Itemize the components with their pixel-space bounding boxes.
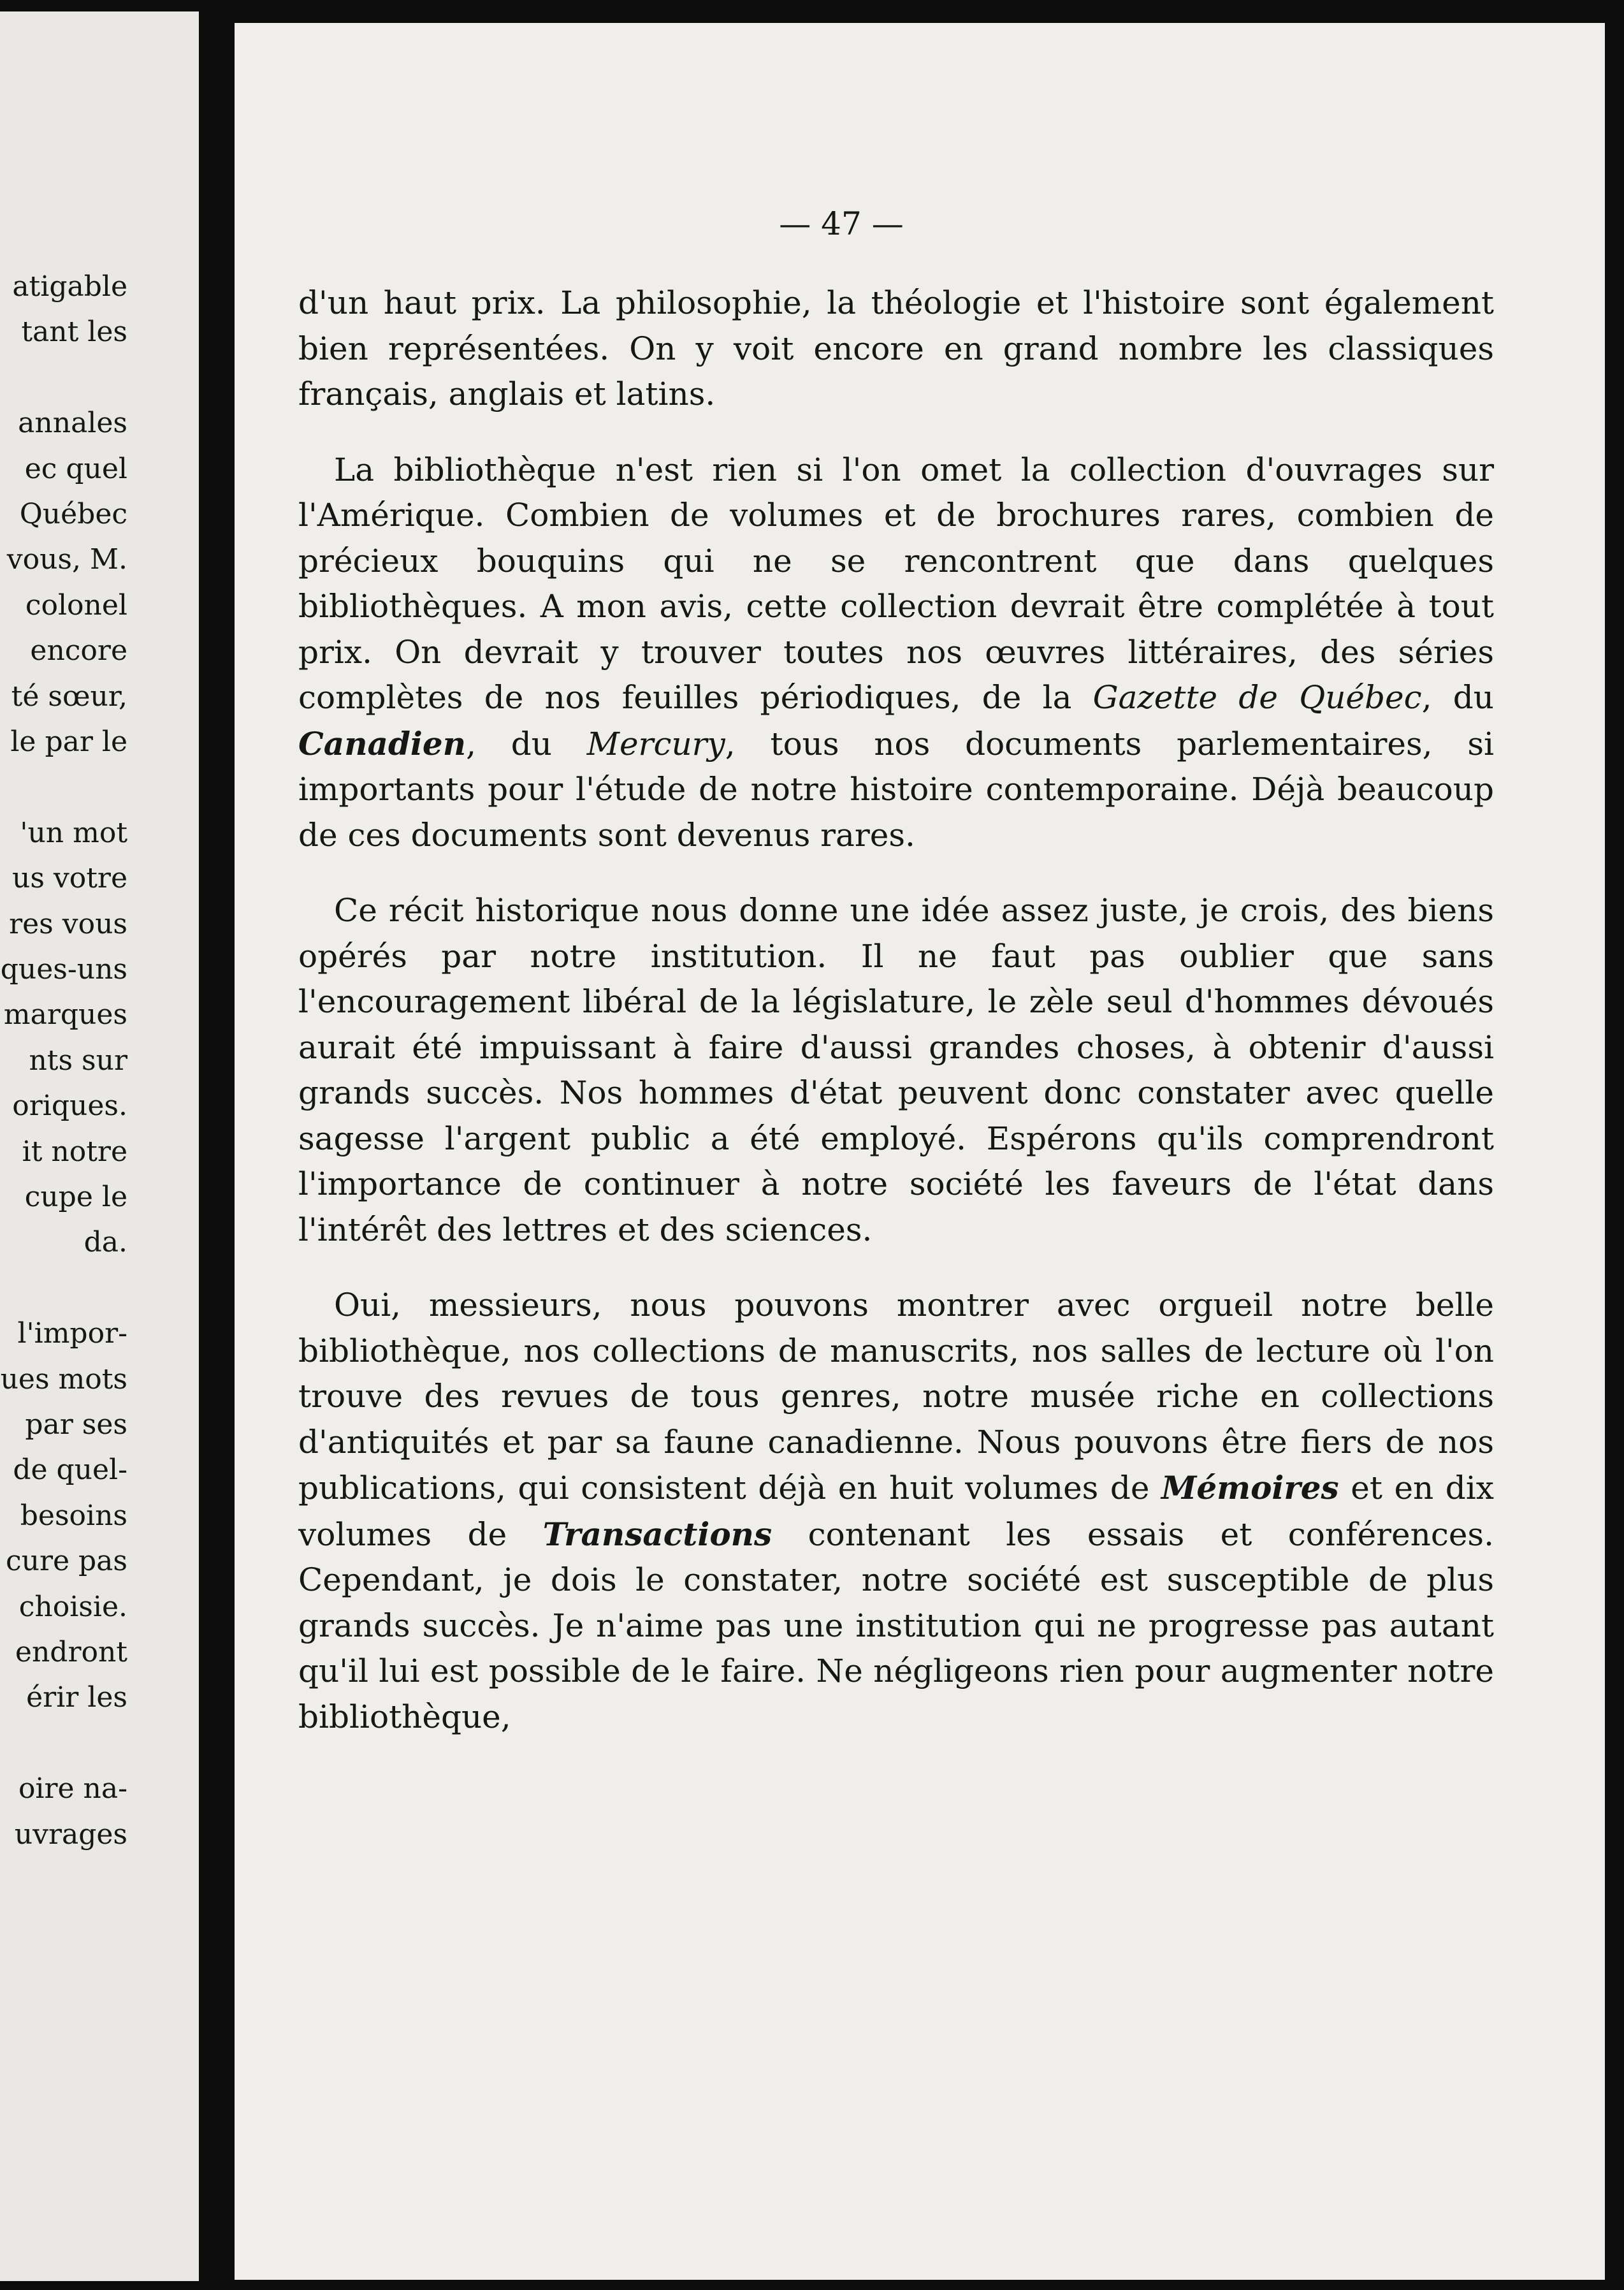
- paragraph: [298, 1283, 1494, 1740]
- paragraph-text: La bibliothèque n'est rien si l'on omet la collection d'ouvrages sur l'Amérique. Combien de volumes et de brochures rares, combien de précieux bouquins qui ne se rencontrent que dans quelques bibliothèques. A mon avis, cette collection devrait être complétée à tout prix. On devrait y trouver toutes nos œuvres littéraires, des séries complètes de nos feuilles périodiques, de la: [298, 451, 1494, 716]
- facing-page-fragment: 'un mot: [20, 816, 127, 849]
- facing-page-fragment: oire na-: [18, 1772, 127, 1805]
- facing-page-fragment: annales: [18, 407, 127, 440]
- facing-page-text-fragments: [0, 11, 199, 2281]
- page-number: — 47 —: [779, 205, 904, 242]
- book-page: [235, 23, 1605, 2280]
- facing-page-fragment: ques-uns: [0, 953, 127, 986]
- facing-page-fragment: cure pas: [5, 1545, 127, 1578]
- facing-page-fragment: par ses: [25, 1408, 127, 1441]
- facing-page-fragment: atigable: [12, 270, 127, 303]
- facing-page-fragment: tant les: [21, 316, 127, 349]
- paragraph-text: d'un haut prix. La philosophie, la théologie et l'histoire sont également bien représentées. On y voit encore en grand nombre les classiques français, anglais et latins.: [298, 284, 1494, 412]
- paragraph-text: , du: [466, 725, 587, 762]
- facing-page-fragment: besoins: [20, 1499, 127, 1532]
- facing-page-edge: [0, 11, 199, 2281]
- facing-page-fragment: de quel-: [13, 1454, 127, 1487]
- facing-page-fragment: vous, M.: [6, 543, 127, 576]
- paragraph: [298, 281, 1494, 418]
- facing-page-fragment: le par le: [10, 726, 127, 758]
- facing-page-fragment: nts sur: [29, 1044, 127, 1077]
- paragraph-text: Ce récit historique nous donne une idée assez juste, je crois, des biens opérés par notre institution. Il ne faut pas oublier que sans l'encouragement libéral de la législature, le zèle seul d'hommes dévoués aurait été impuissant à faire d'aussi grandes choses, à obtenir d'aussi grands succès. Nos hommes d'état peuvent donc constater avec quelle sagesse l'argent public a été employé. Espérons qu'ils comprendront l'importance de continuer à notre société les faveurs de l'état dans l'intérêt des lettres et des sciences.: [298, 892, 1494, 1248]
- facing-page-fragment: cupe le: [24, 1181, 127, 1213]
- paragraph-text: , du: [1421, 679, 1495, 716]
- facing-page-fragment: us votre: [11, 862, 127, 895]
- facing-page-fragment: té sœur,: [11, 680, 127, 713]
- facing-page-fragment: Québec: [19, 498, 127, 530]
- facing-page-fragment: da.: [83, 1226, 127, 1259]
- emphasized-text: Mémoires: [1161, 1469, 1339, 1506]
- facing-page-fragment: encore: [30, 634, 127, 667]
- facing-page-fragment: oriques.: [12, 1090, 127, 1123]
- emphasized-text: Canadien: [298, 724, 467, 762]
- facing-page-fragment: ues mots: [0, 1362, 127, 1396]
- facing-page-fragment: endront: [15, 1636, 127, 1668]
- paragraph-text: Oui, messieurs, nous pouvons montrer avec orgueil notre belle bibliothèque, nos collections de manuscrits, nos salles de lecture où l'on trouve des revues de tous genres, notre musée riche en collections d'antiquités et par sa faune canadienne. Nous pouvons être fiers de nos publications, qui consistent déjà en huit volumes de: [298, 1287, 1494, 1506]
- facing-page-fragment: res vous: [9, 907, 127, 940]
- facing-page-fragment: ec quel: [24, 452, 127, 485]
- emphasized-text: Mercury: [586, 725, 725, 762]
- body-text: [298, 281, 1494, 1740]
- paragraph-text: et en dix volumes de: [298, 1470, 1494, 1553]
- paragraph-text: , tous nos documents parlementaires, si importants pour l'étude de notre histoire contemporaine. Déjà beaucoup de ces documents sont devenus rares.: [298, 725, 1495, 854]
- facing-page-fragment: érir les: [26, 1681, 127, 1714]
- facing-page-fragment: marques: [3, 998, 127, 1032]
- facing-page-fragment: colonel: [25, 588, 127, 622]
- paragraph: [298, 888, 1494, 1253]
- facing-page-fragment: uvrages: [14, 1818, 127, 1851]
- paragraph-text: contenant les essais et conférences. Cependant, je dois le constater, notre société est susceptible de plus grands succès. Je n'aime pas une institution qui ne progresse pas autant qu'il lui est possible de le faire. Ne négligeons rien pour augmenter notre bibliothèque,: [298, 1515, 1494, 1735]
- emphasized-text: Transactions: [542, 1515, 772, 1553]
- emphasized-text: Gazette de Québec: [1092, 679, 1422, 716]
- facing-page-fragment: l'impor-: [17, 1317, 127, 1350]
- facing-page-fragment: choisie.: [18, 1590, 127, 1623]
- facing-page-fragment: it notre: [22, 1135, 127, 1168]
- paragraph: [298, 448, 1494, 859]
